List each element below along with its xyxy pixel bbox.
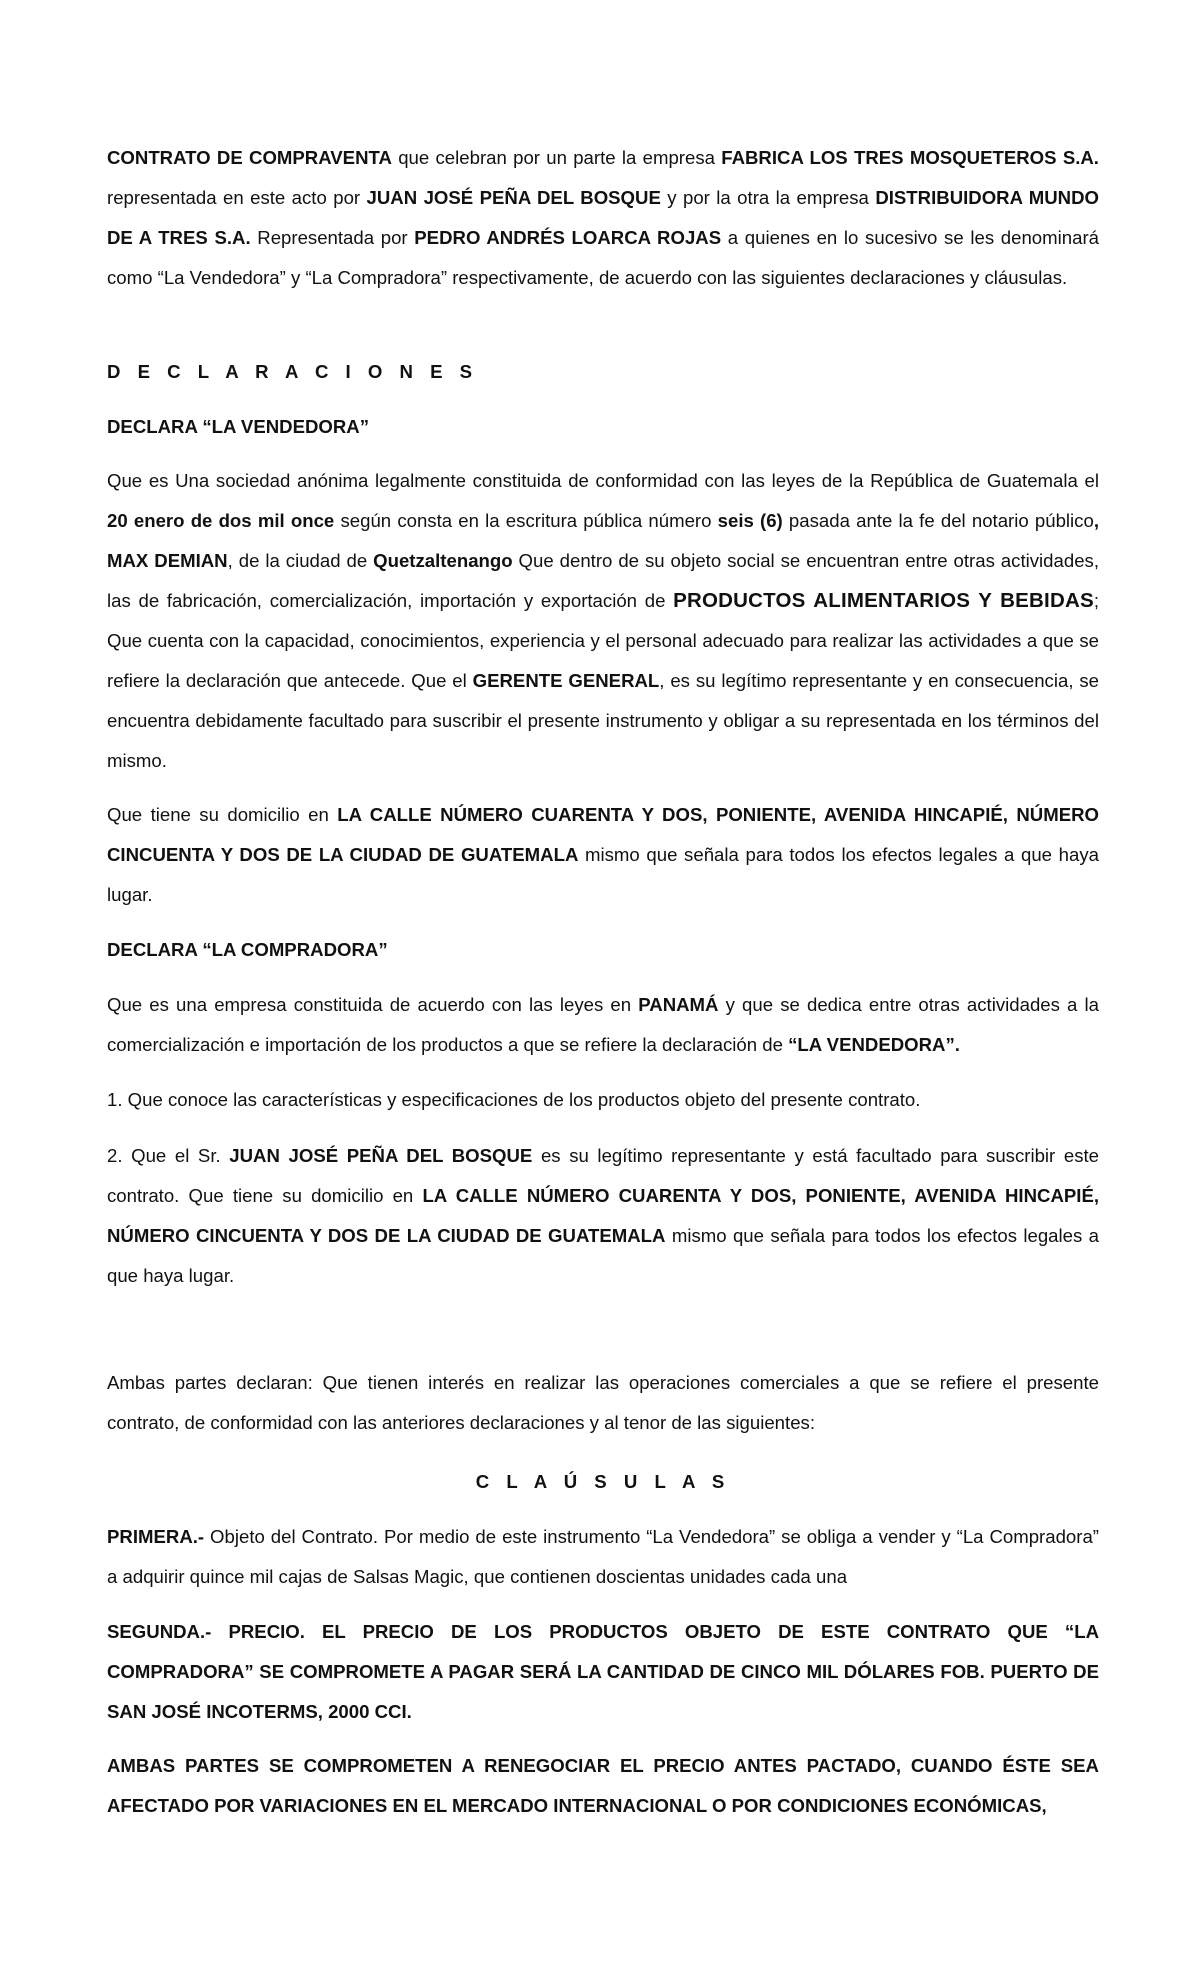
vendedora-paragraph — [107, 461, 1099, 781]
text: según consta en la escritura pública número — [334, 510, 718, 531]
text: pasada ante la fe del notario público — [782, 510, 1094, 531]
seller-company: FABRICA LOS TRES MOSQUETEROS S.A. — [721, 147, 1099, 168]
representative: JUAN JOSÉ PEÑA DEL BOSQUE — [229, 1145, 533, 1166]
text: y por la otra la empresa — [660, 187, 876, 208]
seller-representative: JUAN JOSÉ PEÑA DEL BOSQUE — [366, 187, 661, 208]
text: representada en este acto por — [107, 187, 367, 208]
text: y que se dedica entre otras actividades a la comercialización e importación de los productos a que se refiere la declaración de — [107, 994, 1100, 1055]
text: , de la ciudad de — [227, 550, 374, 571]
ambas-paragraph: Ambas partes declaran: Que tienen interés en realizar las operaciones comerciales a que se refiere el presente contrato, de conformidad con las anteriores declaraciones y al tenor de las siguientes: — [107, 1372, 1099, 1433]
party-name: “LA VENDEDORA”. — [788, 1034, 960, 1055]
vendedora-domicilio — [107, 795, 1099, 915]
notary-name: , MAX DEMIAN — [107, 510, 1099, 571]
declaraciones-heading: D E C L A R A C I O N E S — [107, 361, 479, 382]
address: LA CALLE NÚMERO CUARENTA Y DOS, PONIENTE, AVENIDA HINCAPIÉ, NÚMERO CINCUENTA Y DOS DE LA CIUDAD DE GUATEMALA — [107, 1185, 1100, 1246]
compradora-heading: DECLARA “LA COMPRADORA” — [107, 939, 388, 960]
text: Que dentro de su objeto social se encuentran entre otras actividades, las de fabricación, comercialización, importación y exportación de — [107, 550, 1099, 611]
text: es su legítimo representante y está facultado para suscribir este contrato. Que tiene su domicilio en — [107, 1145, 1099, 1206]
city: Quetzaltenango — [373, 550, 513, 571]
intro-paragraph — [107, 138, 1099, 298]
text: que celebran por un parte la empresa — [391, 147, 722, 168]
products: PRODUCTOS ALIMENTARIOS Y BEBIDAS — [673, 589, 1094, 612]
country: PANAMÁ — [638, 994, 719, 1015]
text: mismo que señala para todos los efectos legales a que haya lugar. — [107, 844, 1099, 905]
renegociacion-paragraph: AMBAS PARTES SE COMPROMETEN A RENEGOCIAR EL PRECIO ANTES PACTADO, CUANDO ÉSTE SEA AFECTADO POR VARIACIONES EN EL MERCADO INTERNACIONAL O POR CONDICIONES ECONÓMICAS, — [107, 1755, 1099, 1816]
role: GERENTE GENERAL — [472, 670, 660, 691]
date: 20 enero de dos mil once — [107, 510, 335, 531]
text: Que es Una sociedad anónima legalmente constituida de conformidad con las leyes de la República de Guatemala el — [107, 470, 1099, 491]
deed-number: seis (6) — [717, 510, 783, 531]
compradora-item-1: 1. Que conoce las características y especificaciones de los productos objeto del presente contrato. — [107, 1089, 921, 1110]
clause-label: PRIMERA.- — [107, 1526, 205, 1547]
clausula-primera — [107, 1517, 1099, 1597]
buyer-company: DISTRIBUIDORA MUNDO DE A TRES S.A. — [107, 187, 1099, 248]
compradora-paragraph — [107, 985, 1099, 1065]
text: 2. Que el Sr. — [107, 1145, 230, 1166]
buyer-representative: PEDRO ANDRÉS LOARCA ROJAS — [414, 227, 722, 248]
text: Que es una empresa constituida de acuerdo con las leyes en — [107, 994, 639, 1015]
text: ; Que cuenta con la capacidad, conocimientos, experiencia y el personal adecuado para realizar las actividades a que se refiere la declaración que antecede. Que el — [107, 590, 1100, 691]
text: Objeto del Contrato. Por medio de este instrumento “La Vendedora” se obliga a vender y “La Compradora” a adquirir quince mil cajas de Salsas Magic, que contienen doscientas unidades cada una — [107, 1526, 1099, 1587]
text: , es su legítimo representante y en consecuencia, se encuentra debidamente facultado para suscribir el presente instrumento y obligar a su representada en los términos del mismo. — [107, 670, 1099, 771]
contract-title: CONTRATO DE COMPRAVENTA — [107, 147, 392, 168]
clausula-segunda: SEGUNDA.- PRECIO. EL PRECIO DE LOS PRODUCTOS OBJETO DE ESTE CONTRATO QUE “LA COMPRADORA” SE COMPROMETE A PAGAR SERÁ LA CANTIDAD DE CINCO MIL DÓLARES FOB. PUERTO DE SAN JOSÉ INCOTERMS, 2000 CCI. — [107, 1621, 1099, 1722]
text: Que tiene su domicilio en — [107, 804, 338, 825]
address: LA CALLE NÚMERO CUARENTA Y DOS, PONIENTE, AVENIDA HINCAPIÉ, NÚMERO CINCUENTA Y DOS DE LA CIUDAD DE GUATEMALA — [107, 804, 1099, 865]
text: Representada por — [250, 227, 415, 248]
clausulas-heading: C L A Ú S U L A S — [475, 1471, 731, 1492]
text: mismo que señala para todos los efectos legales a que haya lugar. — [107, 1225, 1099, 1286]
vendedora-heading: DECLARA “LA VENDEDORA” — [107, 416, 370, 437]
text: a quienes en lo sucesivo se les denominará como “La Vendedora” y “La Compradora” respectivamente, de acuerdo con las siguientes declaraciones y cláusulas. — [107, 227, 1099, 288]
compradora-item-2 — [107, 1136, 1099, 1296]
